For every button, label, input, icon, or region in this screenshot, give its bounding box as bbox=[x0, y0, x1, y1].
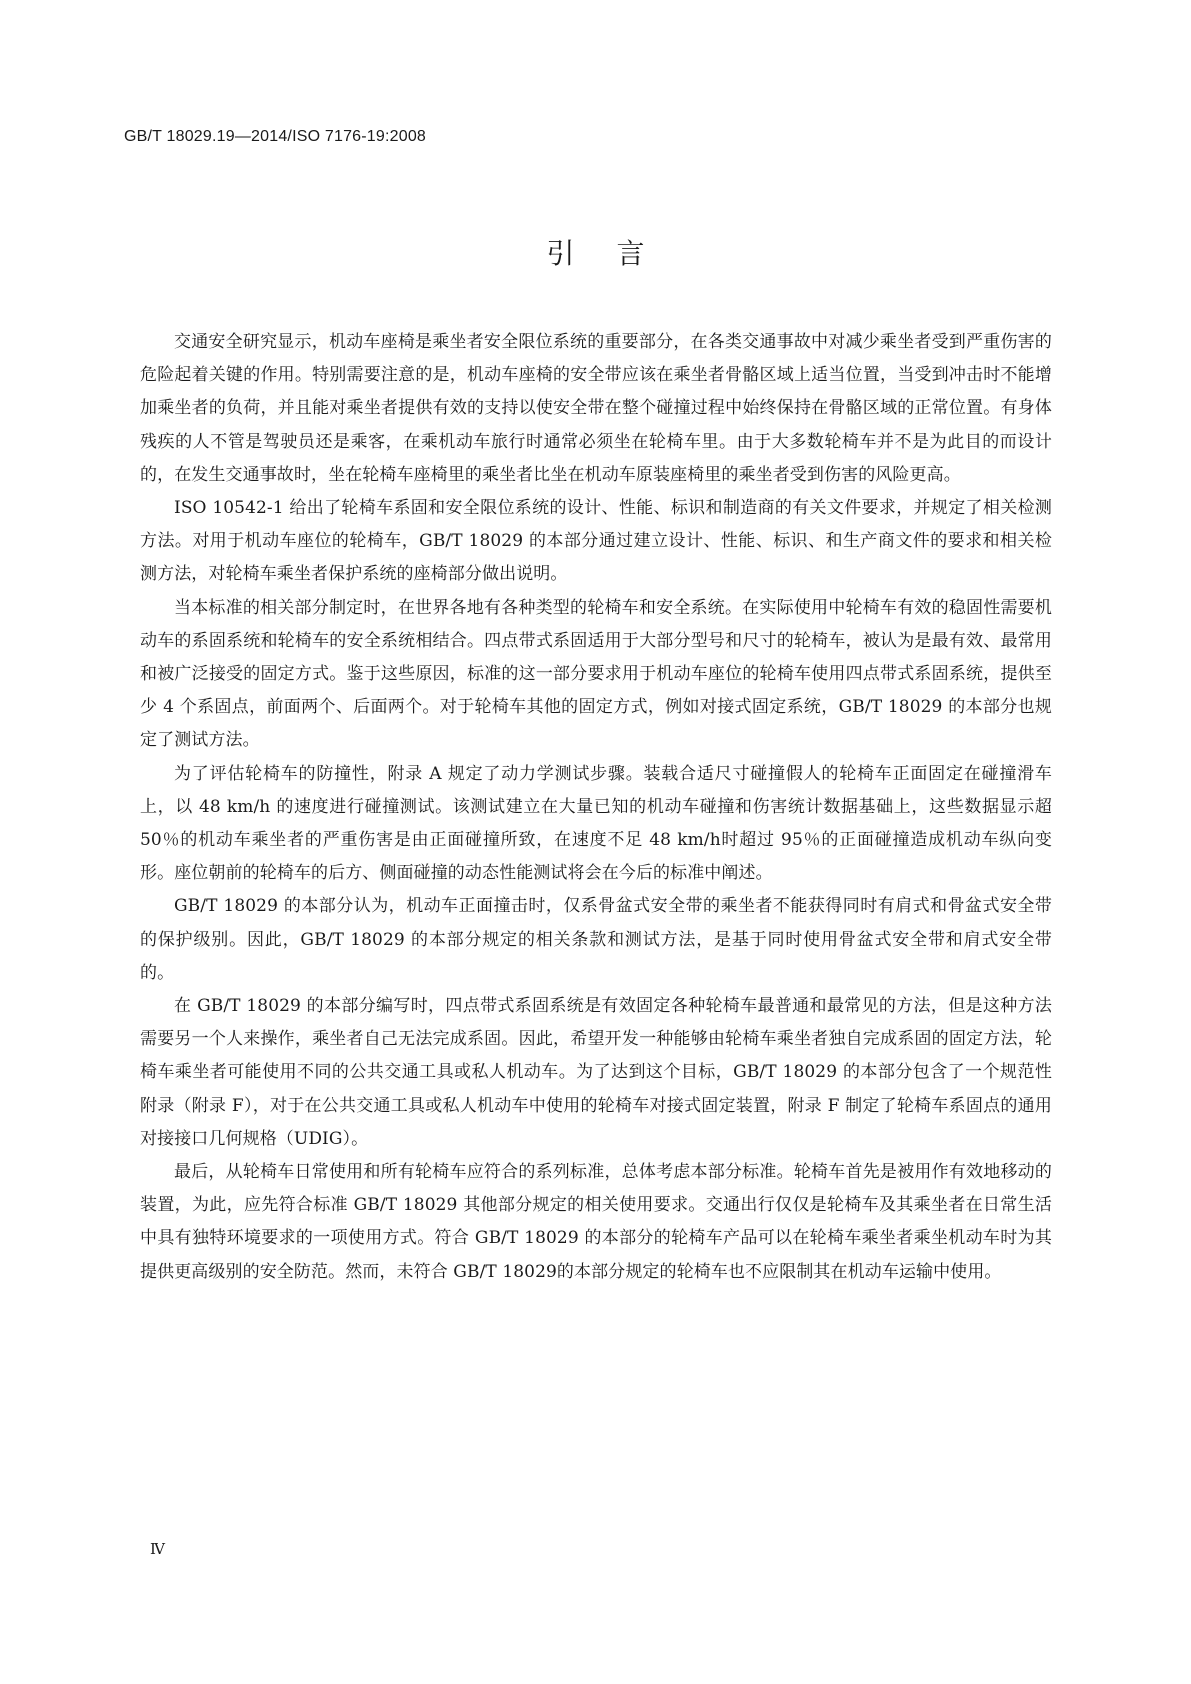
paragraph-1: 交通安全研究显示，机动车座椅是乘坐者安全限位系统的重要部分，在各类交通事故中对减少乘坐者受到严重伤害的危险起着关键的作用。特别需要注意的是，机动车座椅的安全带应该在乘坐者骨骼区域上适当位置，当受到冲击时不能增加乘坐者的负荷，并且能对乘坐者提供有效的支持以使安全带在整个碰撞过程中始终保持在骨骼区域的正常位置。有身体残疾的人不管是驾驶员还是乘客，在乘机动车旅行时通常必须坐在轮椅车里。由于大多数轮椅车并不是为此目的而设计的，在发生交通事故时，坐在轮椅车座椅里的乘坐者比坐在机动车原装座椅里的乘坐者受到伤害的风险更高。 bbox=[140, 332, 1052, 485]
paragraph-2: ISO 10542-1 给出了轮椅车系固和安全限位系统的设计、性能、标识和制造商的有关文件要求，并规定了相关检测方法。对用于机动车座位的轮椅车，GB/T 18029 的本部分通过建立设计、性能、标识、和生产商文件的要求和相关检测方法，对轮椅车乘坐者保护系统的座椅部分做出说明。 bbox=[140, 498, 1052, 585]
standard-code-header: GB/T 18029.19—2014/ISO 7176-19:2008 bbox=[124, 128, 427, 145]
page-number: Ⅳ bbox=[150, 1540, 165, 1558]
paragraph-6: 在 GB/T 18029 的本部分编写时，四点带式系固系统是有效固定各种轮椅车最普通和最常见的方法，但是这种方法需要另一个人来操作，乘坐者自己无法完成系固。因此，希望开发一种能够由轮椅车乘坐者独自完成系固的固定方法，轮椅车乘坐者可能使用不同的公共交通工具或私人机动车。为了达到这个目标，GB/T 18029 的本部分包含了一个规范性附录（附录 F），对于在公共交通工具或私人机动车中使用的轮椅车对接式固定装置，附录 F 制定了轮椅车系固点的通用对接接口几何规格（UDIG）。 bbox=[140, 996, 1052, 1149]
paragraph-4: 为了评估轮椅车的防撞性，附录 A 规定了动力学测试步骤。装载合适尺寸碰撞假人的轮椅车正面固定在碰撞滑车上，以 48 km/h 的速度进行碰撞测试。该测试建立在大量已知的机动车碰撞和伤害统计数据基础上，这些数据显示超 50％的机动车乘坐者的严重伤害是由正面碰撞所致，在速度不足 48 km/h时超过 95％的正面碰撞造成机动车纵向变形。座位朝前的轮椅车的后方、侧面碰撞的动态性能测试将会在今后的标准中阐述。 bbox=[140, 763, 1052, 884]
paragraph-3: 当本标准的相关部分制定时，在世界各地有各种类型的轮椅车和安全系统。在实际使用中轮椅车有效的稳固性需要机动车的系固系统和轮椅车的安全系统相结合。四点带式系固适用于大部分型号和尺寸的轮椅车，被认为是最有效、最常用和被广泛接受的固定方式。鉴于这些原因，标准的这一部分要求用于机动车座位的轮椅车使用四点带式系固系统，提供至少 4 个系固点，前面两个、后面两个。对于轮椅车其他的固定方式，例如对接式固定系统，GB/T 18029 的本部分也规定了测试方法。 bbox=[140, 597, 1052, 751]
paragraph-7: 最后，从轮椅车日常使用和所有轮椅车应符合的系列标准，总体考虑本部分标准。轮椅车首先是被用作有效地移动的装置，为此，应先符合标准 GB/T 18029 其他部分规定的相关使用要求。交通出行仅仅是轮椅车及其乘坐者在日常生活中具有独特环境要求的一项使用方式。符合 GB/T 18029 的本部分的轮椅车产品可以在轮椅车乘坐者乘坐机动车时为其提供更高级别的安全防范。然而，未符合 GB/T 18029的本部分规定的轮椅车也不应限制其在机动车运输中使用。 bbox=[140, 1162, 1052, 1282]
introduction-body bbox=[140, 326, 1052, 1289]
paragraph-5: GB/T 18029 的本部分认为，机动车正面撞击时，仅系骨盆式安全带的乘坐者不能获得同时有肩式和骨盆式安全带的保护级别。因此，GB/T 18029 的本部分规定的相关条款和测试方法，是基于同时使用骨盆式安全带和肩式安全带的。 bbox=[140, 896, 1052, 983]
page-title: 引言 bbox=[546, 237, 687, 270]
